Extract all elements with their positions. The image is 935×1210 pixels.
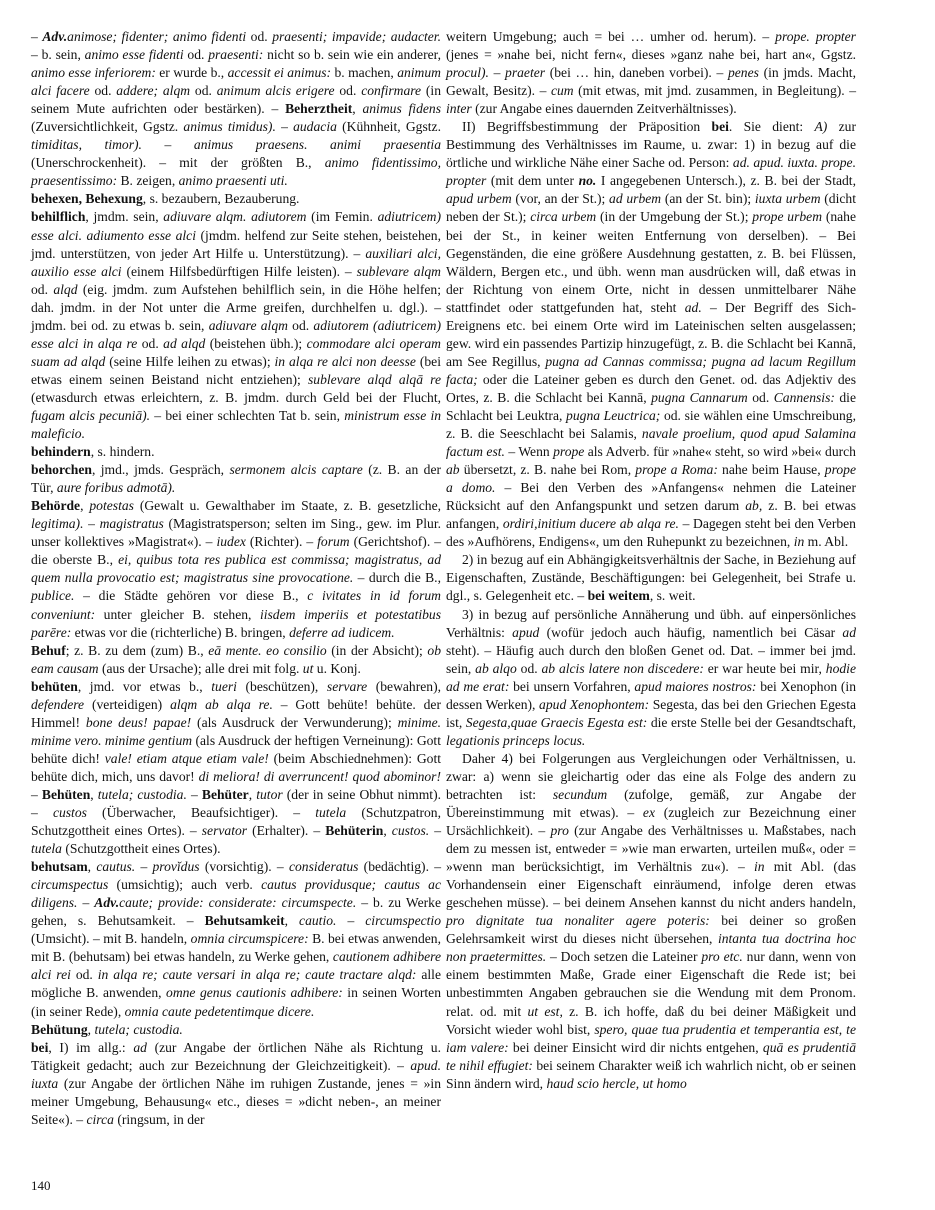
dictionary-entry: Behörde, potestas (Gewalt u. Gewalthaber im Staate, z. B. gesetzliche, legitima). – magistratus (Magistratsperson; selten im Sing., gew. im Plur. unser kollektives »Magistrat«). – iudex (Richter). – forum (Gerichtshof). – die oberste B., ei, quibus tota res publica est commissa; magistratus, ad quem nulla provocatio est; magistratus sine provocatione. – durch die B., publice. – die Städte gehören vor diese B., c ivitates in id forum conveniunt: unter gleicher B. stehen, iisdem imperiis et potestatibus parēre: etwas vor die (richterliche) B. bringen, deferre ad iudicem. bbox=[31, 498, 442, 640]
dictionary-entry: behüten, jmd. vor etwas b., tueri (beschützen), servare (bewahren), defendere (verteidigen) alqm ab alqa re. – Gott behüte! behüte. der Himmel! bone deus! papae! (als Ausdruck der Verwunderung); minime. minime vero. minime gentium (als Ausdruck der heftigen Verneinung): Gott behüte dich! vale! etiam atque etiam vale! (beim Abschiednehmen): Gott behüte dich, mich, uns davor! di meliora! di averruncent! quod abominor! – Behüten, tutela; custodia. – Behüter, tutor (der in seine Obhut nimmt). – custos (Überwacher, Beaufsichtiger). – tutela (Schutzpatron, Schutzgottheit eines Ortes). – servator (Erhalter). – Behüterin, custos. – tutela (Schutzgottheit eines Ortes). bbox=[31, 678, 442, 857]
page-number: 140 bbox=[31, 1178, 51, 1193]
dictionary-entry: behorchen, jmd., jmds. Gespräch, sermonem alcis captare (z. B. an der Tür, aure foribus admotā). bbox=[31, 462, 442, 496]
entry-paragraph: 2) in bezug auf ein Abhängigkeitsverhältnis der Sache, in Beziehung auf Eigenschaften, Zustände, Beschäftigungen: bei Gelegenheit, bei Strafe u. dgl., s. Gelegenheit etc. – bei weitem, s. weit. bbox=[446, 552, 856, 604]
left-column bbox=[31, 28, 441, 1129]
entry-paragraph: II) Begriffsbestimmung der Präposition bei. Sie dient: A) zur Bestimmung des Verhältnisses im Raume, u. zwar: 1) in bezug auf die örtliche und wirkliche Nähe einer Sache od. Person: ad. apud. iuxta. prope. propter (mit dem unter no. I angegebenen Untersch.), z. B. bei der Stadt, apud urbem (vor, an der St.); ad urbem (an der St. bin); iuxta urbem (dicht neben der St.); circa urbem (in der Umgebung der St.); prope urbem (nahe bei der St., in keiner weiten Entfernung von derselben). – Bei Gegenständen, die eine größere Ausdehnung gestatten, z. B. bei Flüssen, Wäldern, Bergen etc., und übh. wenn man ausdrücken will, daß etwas in der Richtung von einem Orte, nicht in dessen unmittelbarer Nähe stattfindet oder stattgefunden hat, steht ad. – Der Begriff des Sich-Ereignens etc. bei einem Orte wird im Lateinischen selten ausgelassen; gew. wird ein passendes Partizip hinzugefügt, z. B. die Schlacht bei Kannā, am See Regillus, pugna ad Cannas commissa; pugna ad lacum Regillum facta; oder die Lateiner geben es durch den Genet. od. das Adjektiv des Ortes, z. B. die Schlacht bei Kannā, pugna Cannarum od. Cannensis: die Schlacht bei Leuktra, pugna Leuctrica; od. sie wählen eine Umschreibung, z. B. die Seeschlacht bei Salamis, navale proelium, quod apud Salamina factum est. – Wenn prope als Adverb. für »nahe« steht, so wird »bei« durch ab übersetzt, z. B. nahe bei Rom, prope a Roma: nahe beim Hause, prope a domo. – Bei den Verben des »Anfangens« nehmen die Lateiner Rücksicht auf den Anfangspunkt und setzen darum ab, z. B. bei etwas anfangen, ordiri,initium ducere ab alqa re. – Dagegen steht bei den Verben des »Aufhörens, Endigens«, um den Ruhepunkt zu bezeichnen, in m. Abl. bbox=[446, 119, 857, 550]
dictionary-entry: – Adv.animose; fidenter; animo fidenti od. praesenti; impavide; audacter. – b. sein, animo esse fidenti od. praesenti: nicht so b. sein wie ein anderer, animo esse inferiorem: er wurde b., accessit ei animus: b. machen, animum alci facere od. addere; alqm od. animum alcis erigere od. confirmare (in seinem Mute aufrichten oder bestärken). – Beherztheit, animus fidens (Zuversichtlichkeit, Ggstz. animus timidus). – audacia (Kühnheit, Ggstz. timiditas, timor). – animus praesens. animi praesentia (Unerschrockenheit). – mit der größten B., animo fidentissimo, praesentissimo: B. zeigen, animo praesenti uti. bbox=[31, 29, 442, 189]
entry-paragraph: 3) in bezug auf persönliche Annäherung und übh. auf einpersönliches Verhältnis: apud (wofür jedoch auch häufig, namentlich bei Cäsar ad steht). – Häufig auch durch den bloßen Genet od. Dat. – immer bei jmd. sein, ab alqo od. ab alcis latere non discedere: er war heute bei mir, hodie ad me erat: bei unsern Vorfahren, apud maiores nostros: bei Xenophon (in dessen Werken), apud Xenophontem: Segesta, das bei den Griechen Egesta ist, Segesta,quae Graecis Egesta est: die erste Stelle bei der Gesandtschaft, legationis princeps locus. bbox=[446, 606, 857, 748]
entry-paragraph: weitern Umgebung; auch = bei … umher od. herum). – prope. propter (jenes = »nahe bei, nicht fern«, dieses »ganz nahe bei, hart an«, Ggstz. procul). – praeter (bei … hin, daneben vorbei). – penes (in jmds. Macht, Gewalt, Besitz). – cum (mit etwas, mit jmd. zusammen, in Begleitung). – inter (zur Angabe eines dauernden Zeitverhältnisses). bbox=[446, 29, 856, 117]
dictionary-entry: behexen, Behexung, s. bezaubern, Bezauberung. bbox=[31, 191, 300, 207]
dictionary-entry: Behütung, tutela; custodia. bbox=[31, 1021, 183, 1037]
entry-paragraph: Daher 4) bei Folgerungen aus Vergleichungen oder Verhältnissen, u. zwar: a) wenn sie gleichartig oder das eine als Folge des andern zu betrachten ist: secundum (zufolge, gemäß, zur Angabe der Übereinstimmung mit etwas). – ex (zugleich zur Bezeichnung einer Ursächlichkeit). – pro (zur Angabe des Verhältnisses u. Maßstabes, nach dem zu messen ist, entweder = »wie man erwarten, urteilen muß«, oder = »wenn man berücksichtigt, im Verhältnis zu«). – in mit Abl. (das Vorhandensein einer Eigenschaft einräumend, infolge deren etwas geschehen müsse). – bei deinem Ansehen kannst du nicht anders handeln, pro dignitate tua nonaliter agere poteris: bei deiner so großen Gelehrsamkeit wirst du dieses nicht übersehen, intanta tua doctrina hoc non praetermittes. – Doch setzen die Lateiner pro etc. nur dann, wenn von einem bestimmten Maße, Grade einer Eigenschaft die Rede ist; bei unbestimmten Angaben gebrauchen sie die Wendung mit dem Pronom. relat. od. mit ut est, z. B. ich hoffe, daß du bei deiner Mäßigkeit und Vorsicht wieder wohl bist, spero, quae tua prudentia et temperantia est, te iam valere: bei deiner Einsicht wird dir nichts entgehen, quā es prudentiā te nihil effugiet: bei seinem Charakter weiß ich wahrlich nicht, ob er seinen Sinn ändern wird, haud scio hercle, ut homo bbox=[446, 750, 857, 1091]
right-column bbox=[446, 28, 856, 1093]
dictionary-entry: behindern, s. hindern. bbox=[31, 444, 155, 460]
dictionary-entry: bei, I) im allg.: ad (zur Angabe der örtlichen Nähe als Richtung u. Tätigkeit gedacht; auch zur Bezeichnung der Gleichzeitigkeit). – apud. iuxta (zur Angabe der örtlichen Nähe im ruhigen Zustande, jenes = »in meiner Umgebung, Behausung« etc., dieses = »dicht neben-, an meiner Seite«). – circa (ringsum, in der bbox=[31, 1039, 441, 1127]
dictionary-entry: behutsam, cautus. – provĭdus (vorsichtig). – consideratus (bedächtig). – circumspectus (umsichtig); auch verb. cautus providusque; cautus ac diligens. – Adv.caute; provide: considerate: circumspecte. – b. zu Werke gehen, s. Behutsamkeit. – Behutsamkeit, cautio. – circumspectio (Umsicht). – mit B. handeln, omnia circumspicere: B. bei etwas anwenden, mit B. (behutsam) bei etwas handeln, zu Werke gehen, cautionem adhibere alci rei od. in alqa re; caute versari in alqa re; caute tractare alqd: alle mögliche B. anwenden, omne genus cautionis adhibere: in seinen Worten (in seiner Rede), omnia caute pedetentimque dicere. bbox=[31, 859, 442, 1019]
dictionary-entry: behilflich, jmdm. sein, adiuvare alqm. adiutorem (im Femin. adiutricem) esse alci. adiumento esse alci (jmdm. helfend zur Seite stehen, beistehen, jmd. unterstützen, von jeder Art Hilfe u. Unterstützung). – auxiliari alci, auxilio esse alci (einem Hilfsbedürftigen Hilfe leisten). – sublevare alqm od. alqd (eig. jmdm. zum Aufstehen behilflich sein, in die Höhe helfen; dah. jmdm. in der Not unter die Arme greifen, durchhelfen u. dgl.). – jmdm. bei od. zu etwas b. sein, adiuvare alqm od. adiutorem (adiutricem) esse alci in alqa re od. ad alqd (beistehen übh.); commodare alci operam suam ad alqd (seine Hilfe leihen zu etwas); in alqa re alci non deesse (bei etwas einem seinen Beistand nicht entziehen); sublevare alqd alqā re (etwasdurch etwas erleichtern, z. B. jmdm. durch Geld bei der Flucht, fugam alcis pecuniā). – bei einer schlechten Tat b. sein, ministrum esse in maleficio. bbox=[31, 209, 442, 442]
dictionary-entry: Behuf; z. B. zu dem (zum) B., eā mente. eo consilio (in der Absicht); ob eam causam (aus der Ursache); alle drei mit folg. ut u. Konj. bbox=[31, 642, 441, 676]
